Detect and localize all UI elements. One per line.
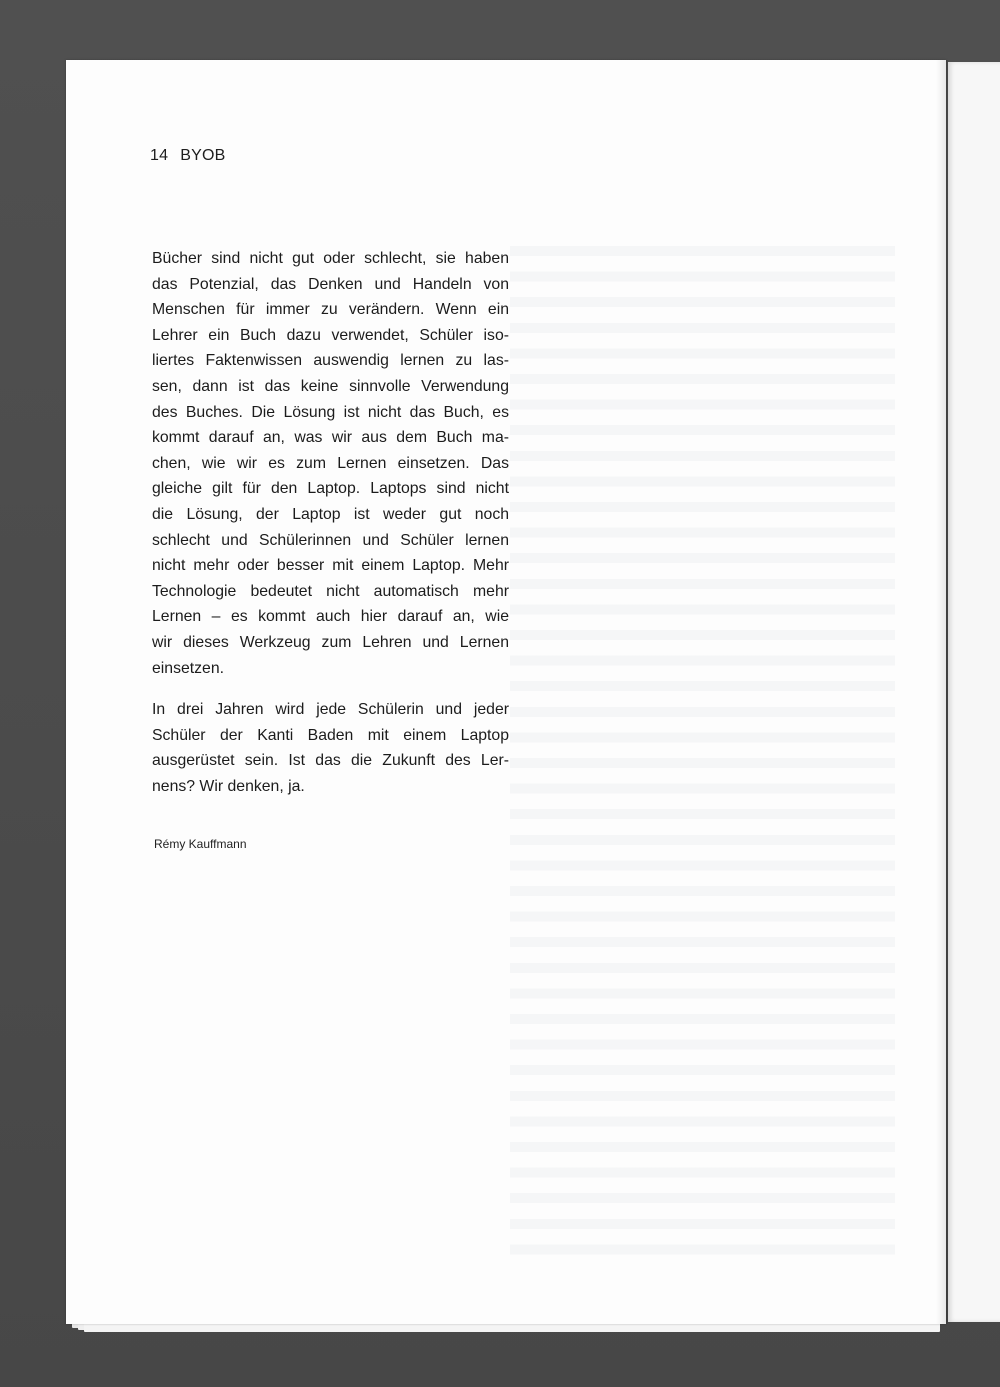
author-signature: Rémy Kauffmann bbox=[154, 837, 247, 851]
paragraph-2 bbox=[152, 697, 509, 799]
article-body bbox=[152, 246, 509, 799]
text-line: Lehrer ein Buch dazu verwendet, Schüler iso- bbox=[152, 326, 509, 344]
text-line: Schüler der Kanti Baden mit einem Laptop bbox=[152, 726, 509, 744]
text-line: chen, wie wir es zum Lernen einsetzen. Das bbox=[152, 454, 509, 472]
text-line: Bücher sind nicht gut oder schlecht, sie haben bbox=[152, 250, 509, 267]
text-line: einsetzen. bbox=[152, 659, 225, 677]
page-number: 14 bbox=[150, 147, 169, 164]
running-header bbox=[150, 147, 225, 165]
text-line: kommt darauf an, was wir aus dem Buch ma- bbox=[152, 429, 509, 447]
text-line: liertes Faktenwissen auswendig lernen zu las- bbox=[152, 352, 509, 370]
text-line: ausgerüstet sein. Ist das die Zukunft des Ler- bbox=[152, 752, 509, 770]
text-line: gleiche gilt für den Laptop. Laptops sind nicht bbox=[152, 480, 509, 498]
text-line: das Potenzial, das Denken und Handeln von bbox=[152, 275, 509, 293]
text-line: schlecht und Schülerinnen und Schüler lernen bbox=[152, 531, 509, 549]
text-line: die Lösung, der Laptop ist weder gut noch bbox=[152, 505, 509, 523]
facing-page-edge bbox=[948, 62, 1000, 1322]
gutter-shadow bbox=[936, 60, 948, 1324]
show-through-texture bbox=[510, 246, 895, 1261]
text-line: nens? Wir denken, ja. bbox=[152, 777, 305, 795]
paragraph-1 bbox=[152, 246, 509, 681]
paragraph-spacer bbox=[152, 681, 509, 697]
text-line: Lernen – es kommt auch hier darauf an, wie bbox=[152, 608, 509, 626]
text-line: In drei Jahren wird jede Schülerin und jeder bbox=[152, 701, 509, 719]
text-line: des Buches. Die Lösung ist nicht das Buch, es bbox=[152, 403, 509, 421]
section-title: BYOB bbox=[180, 147, 226, 164]
text-line: wir dieses Werkzeug zum Lehren und Lernen bbox=[152, 633, 509, 651]
text-line: nicht mehr oder besser mit einem Laptop. Mehr bbox=[152, 557, 509, 575]
text-line: Menschen für immer zu verändern. Wenn ein bbox=[152, 301, 509, 319]
text-line: sen, dann ist das keine sinnvolle Verwendung bbox=[152, 377, 509, 395]
text-line: Technologie bedeutet nicht automatisch mehr bbox=[152, 582, 509, 600]
